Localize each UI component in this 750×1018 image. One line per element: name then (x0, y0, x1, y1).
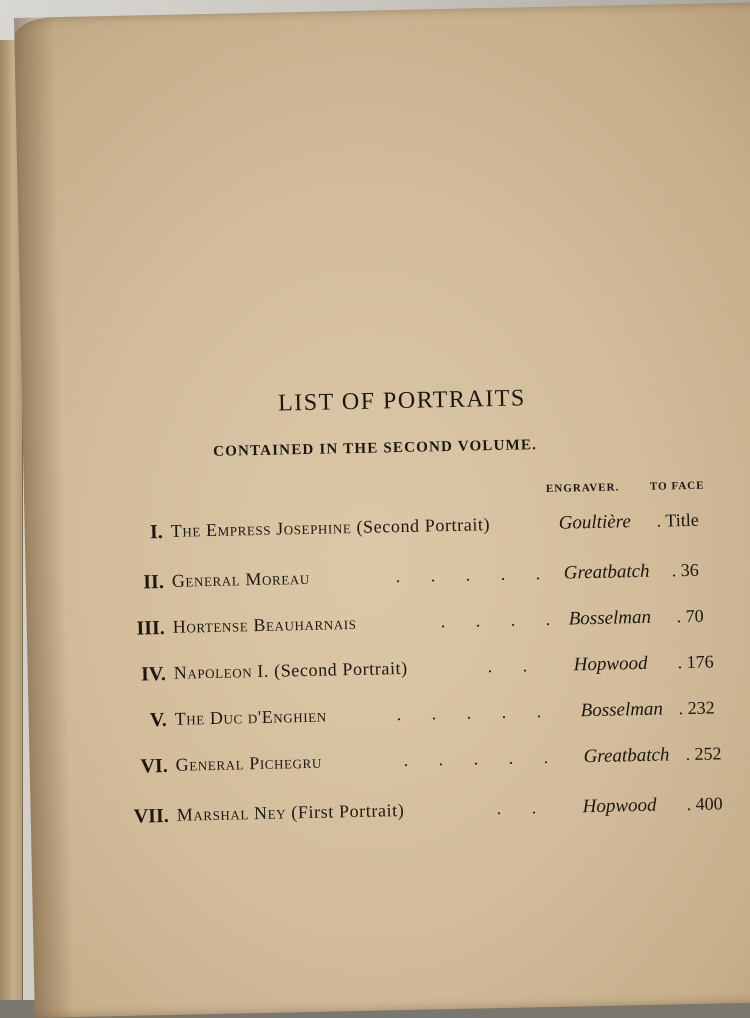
portrait-title: Napoleon I. (173, 660, 270, 683)
engraver-name: Hopwood (582, 794, 657, 818)
list-item (28, 650, 750, 696)
list-item (29, 696, 750, 742)
engraver-name: Greatbatch (563, 560, 650, 584)
portrait-name (171, 514, 491, 542)
dot-leader: . . . . . (396, 700, 555, 725)
facing-page: . 232 (678, 697, 715, 719)
portrait-numeral: I. (149, 520, 164, 544)
portrait-numeral: IV. (140, 662, 167, 686)
dot-leader: . . . . . (403, 746, 562, 771)
facing-page: . 36 (671, 559, 699, 581)
portrait-name: General Moreau (171, 567, 310, 591)
engraver-name: Bosselman (568, 606, 652, 630)
portrait-name (174, 658, 408, 684)
portrait-note: (First Portrait) (291, 800, 405, 823)
portrait-name (177, 800, 405, 826)
dot-leader: . . (496, 796, 550, 819)
book-page (14, 2, 750, 1018)
facing-page: . Title (656, 509, 699, 531)
portrait-title: The Empress Josephine (170, 517, 352, 541)
to-face-column-header: TO FACE (649, 479, 705, 493)
dot-leader: . . (487, 655, 541, 677)
portrait-note: (Second Portrait) (273, 657, 408, 681)
portrait-numeral: II. (143, 570, 165, 594)
engraver-name: Goultière (558, 511, 632, 534)
facing-page: . 252 (685, 743, 722, 765)
page-subtitle: CONTAINED IN THE SECOND VOLUME. (212, 437, 538, 460)
portrait-numeral: V. (149, 708, 167, 732)
engraver-column-header: ENGRAVER. (545, 481, 620, 495)
list-item (29, 742, 750, 788)
facing-page: . 70 (676, 605, 704, 627)
dot-leader: . . . . (440, 608, 564, 632)
dot-leader: . . . . . (395, 562, 554, 587)
facing-page: . 176 (677, 651, 714, 673)
engraver-name: Bosselman (580, 698, 664, 722)
portrait-numeral: VI. (140, 754, 168, 778)
list-item (26, 558, 750, 604)
list-item (25, 508, 750, 554)
engraver-name: Greatbatch (583, 744, 670, 768)
portrait-note: (Second Portrait) (356, 514, 491, 537)
portrait-title: Marshal Ney (176, 802, 287, 825)
engraver-name: Hopwood (573, 652, 648, 676)
list-item (31, 792, 750, 838)
portrait-name: The Duc d'Enghien (174, 705, 327, 729)
list-item (27, 604, 750, 650)
portrait-numeral: III. (136, 616, 166, 640)
portrait-numeral: VII. (133, 804, 169, 828)
facing-page: . 400 (686, 793, 723, 815)
page-title: LIST OF PORTRAITS (277, 385, 527, 417)
portrait-name: General Pichegru (175, 751, 323, 775)
portrait-name: Hortense Beauharnais (172, 612, 357, 637)
